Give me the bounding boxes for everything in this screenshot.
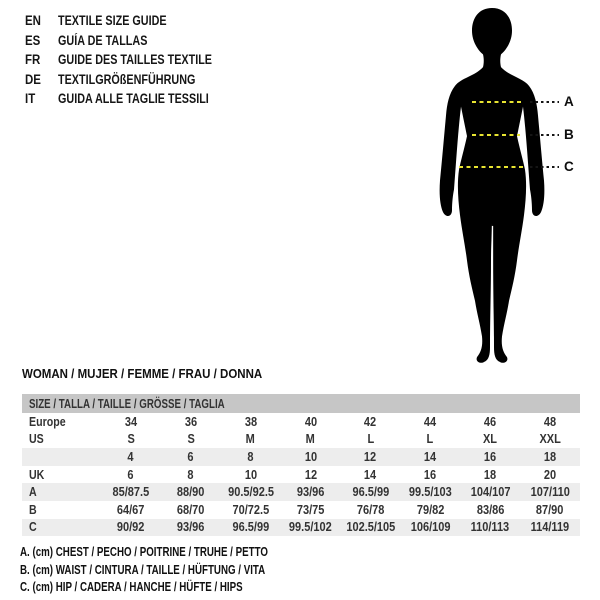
size-cell-text: 44 xyxy=(424,414,437,429)
language-code xyxy=(25,72,58,87)
size-cell-text: 40 xyxy=(304,414,317,429)
size-cell xyxy=(341,503,401,517)
table-row xyxy=(22,501,580,519)
woman-silhouette-image xyxy=(415,5,575,365)
language-row xyxy=(25,31,251,51)
size-table xyxy=(22,394,580,536)
size-cell xyxy=(460,485,520,499)
table-row xyxy=(22,413,580,431)
size-cell xyxy=(161,415,221,429)
size-cell xyxy=(221,468,281,482)
language-label-text: TEXTILGRÖßENFÜHRUNG xyxy=(58,71,196,87)
language-code xyxy=(25,91,58,106)
size-cell-text: 99.5/102 xyxy=(289,520,332,535)
size-cell xyxy=(460,503,520,517)
language-row xyxy=(25,50,251,70)
size-cell-text: 18 xyxy=(543,449,557,464)
waist-leader-line xyxy=(530,134,559,136)
size-cell xyxy=(161,485,221,499)
waist-line-label: B xyxy=(564,127,574,142)
size-cell-text: 83/86 xyxy=(476,502,504,517)
size-cell-text: 110/113 xyxy=(470,520,510,535)
size-cell-text: 93/96 xyxy=(177,520,205,535)
size-cell xyxy=(460,520,520,534)
size-cell xyxy=(281,520,341,534)
size-cell xyxy=(400,468,460,482)
size-cell xyxy=(101,503,161,517)
size-cell xyxy=(520,415,580,429)
size-cell-text: 48 xyxy=(543,414,557,429)
legend-row-text: B. (cm) WAIST / CINTURA / TAILLE / HÜFTUNG / VITA xyxy=(20,562,266,577)
size-cell xyxy=(101,415,161,429)
size-cell xyxy=(460,415,520,429)
language-code-text: DE xyxy=(25,71,41,87)
size-cell xyxy=(221,432,281,446)
language-label xyxy=(58,13,194,28)
size-cell xyxy=(400,432,460,446)
legend-row xyxy=(20,563,338,581)
size-cell-text: 4 xyxy=(127,449,134,464)
language-code xyxy=(25,13,58,28)
size-cell-text: 73/75 xyxy=(296,502,325,517)
section-title-text: WOMAN / MUJER / FEMME / FRAU / DONNA xyxy=(22,367,263,381)
size-cell-text: 12 xyxy=(304,467,317,482)
size-cell-text: 96.5/99 xyxy=(232,520,270,535)
size-cell xyxy=(101,450,161,464)
language-label-text: GUIDE DES TAILLES TEXTILE xyxy=(58,52,213,68)
size-cell-text: 36 xyxy=(184,414,197,429)
table-row xyxy=(22,483,580,501)
size-cell xyxy=(460,432,520,446)
size-cell xyxy=(400,415,460,429)
size-cell xyxy=(520,503,580,517)
size-cell-text: 104/107 xyxy=(470,485,511,500)
size-cell-text: M xyxy=(246,432,256,447)
size-cell xyxy=(161,450,221,464)
size-cell-text: 34 xyxy=(124,414,138,429)
chest-measure-line xyxy=(472,101,521,103)
row-label-text: A xyxy=(29,485,37,500)
size-cell xyxy=(281,503,341,517)
size-cell-text: 8 xyxy=(187,467,194,482)
size-cell-text: 6 xyxy=(187,449,194,464)
hip-leader-line xyxy=(530,166,559,168)
language-list xyxy=(25,11,251,109)
size-cell-text: 88/90 xyxy=(177,485,205,500)
chest-line-label: A xyxy=(564,94,574,109)
size-cell xyxy=(400,520,460,534)
size-cell xyxy=(520,485,580,499)
language-code-text: FR xyxy=(25,52,41,68)
section-title xyxy=(22,367,283,381)
row-label xyxy=(22,415,101,429)
size-cell-text: 10 xyxy=(304,449,317,464)
table-row xyxy=(22,448,580,466)
row-label-text: B xyxy=(29,502,37,517)
size-cell-text: XL xyxy=(483,432,498,447)
size-cell xyxy=(520,432,580,446)
size-cell-text: 8 xyxy=(247,449,254,464)
size-cell-text: 16 xyxy=(484,449,497,464)
language-code-text: EN xyxy=(25,13,41,29)
size-cell-text: 64/67 xyxy=(117,502,145,517)
waist-measure-line xyxy=(472,134,520,136)
table-row xyxy=(22,519,580,537)
size-cell xyxy=(221,503,281,517)
size-cell-text: XXL xyxy=(539,432,561,447)
size-cell xyxy=(101,432,161,446)
size-cell xyxy=(221,415,281,429)
language-label xyxy=(58,72,230,87)
size-cell xyxy=(400,485,460,499)
size-cell-text: 68/70 xyxy=(177,502,205,517)
size-cell xyxy=(341,520,401,534)
size-cell xyxy=(161,468,221,482)
size-cell xyxy=(400,450,460,464)
language-label xyxy=(58,52,251,67)
row-label xyxy=(22,520,101,534)
size-cell xyxy=(161,520,221,534)
row-label-text: C xyxy=(29,520,37,535)
measurement-legend xyxy=(20,545,338,598)
size-cell-text: 102.5/105 xyxy=(345,520,395,535)
size-cell-text: 106/109 xyxy=(410,520,451,535)
table-row xyxy=(22,431,580,449)
size-table-body xyxy=(22,413,580,536)
size-cell xyxy=(281,415,341,429)
language-code-text: ES xyxy=(25,32,41,48)
language-row xyxy=(25,70,251,90)
size-cell xyxy=(520,450,580,464)
language-label-text: TEXTILE SIZE GUIDE xyxy=(58,13,167,29)
size-cell-text: L xyxy=(426,432,434,447)
size-cell-text: 18 xyxy=(484,467,497,482)
size-cell xyxy=(520,468,580,482)
size-cell-text: 79/82 xyxy=(416,502,445,517)
size-cell xyxy=(101,468,161,482)
language-row xyxy=(25,11,251,31)
hip-measure-line xyxy=(459,166,524,168)
size-cell xyxy=(281,432,341,446)
row-label xyxy=(22,432,101,446)
size-cell xyxy=(341,450,401,464)
row-label xyxy=(22,485,101,499)
row-label-text: US xyxy=(29,432,44,447)
size-cell xyxy=(460,450,520,464)
hip-line-label: C xyxy=(564,159,574,174)
row-label xyxy=(22,503,101,517)
language-code xyxy=(25,33,58,48)
language-code-text: IT xyxy=(25,91,36,107)
size-cell xyxy=(460,468,520,482)
size-cell-text: L xyxy=(367,432,374,447)
size-cell xyxy=(281,468,341,482)
size-cell-text: 99.5/103 xyxy=(408,485,452,500)
size-cell xyxy=(221,520,281,534)
chest-leader-line xyxy=(530,101,559,103)
legend-row-text: C. (cm) HIP / CADERA / HANCHE / HÜFTE / HIPS xyxy=(20,580,243,595)
size-cell-text: 14 xyxy=(424,449,437,464)
size-cell xyxy=(101,485,161,499)
size-cell xyxy=(400,503,460,517)
size-cell-text: 42 xyxy=(364,414,377,429)
legend-row xyxy=(20,580,338,598)
language-code xyxy=(25,52,58,67)
size-cell xyxy=(341,468,401,482)
size-cell-text: 85/87.5 xyxy=(112,485,150,500)
language-label-text: GUÍA DE TALLAS xyxy=(58,32,148,48)
size-cell xyxy=(101,520,161,534)
size-cell-text: 70/72.5 xyxy=(232,502,270,517)
size-cell xyxy=(161,432,221,446)
legend-row-text: A. (cm) CHEST / PECHO / POITRINE / TRUHE / PETTO xyxy=(20,545,268,559)
row-label-text: Europe xyxy=(29,414,66,429)
size-cell-text: 16 xyxy=(424,467,437,482)
size-cell-text: 90/92 xyxy=(117,520,145,535)
size-cell-text: 93/96 xyxy=(296,485,325,500)
size-cell-text: 6 xyxy=(127,467,134,482)
size-cell xyxy=(221,450,281,464)
row-label xyxy=(22,468,101,482)
language-label xyxy=(58,91,247,106)
size-cell-text: 10 xyxy=(244,467,257,482)
size-cell-text: S xyxy=(187,432,195,447)
size-cell xyxy=(341,485,401,499)
size-cell-text: 46 xyxy=(484,414,497,429)
size-cell-text: 114/119 xyxy=(530,520,570,535)
size-cell-text: 96.5/99 xyxy=(352,485,389,500)
size-cell xyxy=(341,432,401,446)
size-cell xyxy=(281,450,341,464)
size-cell xyxy=(161,503,221,517)
legend-row xyxy=(20,545,338,563)
row-label-text: UK xyxy=(29,467,45,482)
language-row xyxy=(25,89,251,109)
row-label xyxy=(22,450,101,464)
size-cell-text: 90.5/92.5 xyxy=(227,485,274,500)
size-cell-text: M xyxy=(305,432,316,447)
size-cell xyxy=(341,415,401,429)
language-label xyxy=(58,33,170,48)
size-cell-text: 20 xyxy=(543,467,557,482)
size-cell-text: S xyxy=(127,432,135,447)
size-table-header-text: SIZE / TALLA / TAILLE / GRÖSSE / TAGLIA xyxy=(29,396,225,411)
size-cell-text: 87/90 xyxy=(536,502,564,517)
size-cell-text: 14 xyxy=(364,467,377,482)
size-cell-text: 76/78 xyxy=(356,502,385,517)
table-row xyxy=(22,466,580,484)
size-cell xyxy=(221,485,281,499)
size-cell-text: 38 xyxy=(244,414,257,429)
language-label-text: GUIDA ALLE TAGLIE TESSILI xyxy=(58,91,209,107)
size-table-header xyxy=(22,394,580,413)
size-cell xyxy=(281,485,341,499)
size-cell-text: 12 xyxy=(364,449,377,464)
size-cell xyxy=(520,520,580,534)
size-cell-text: 107/110 xyxy=(530,485,570,500)
